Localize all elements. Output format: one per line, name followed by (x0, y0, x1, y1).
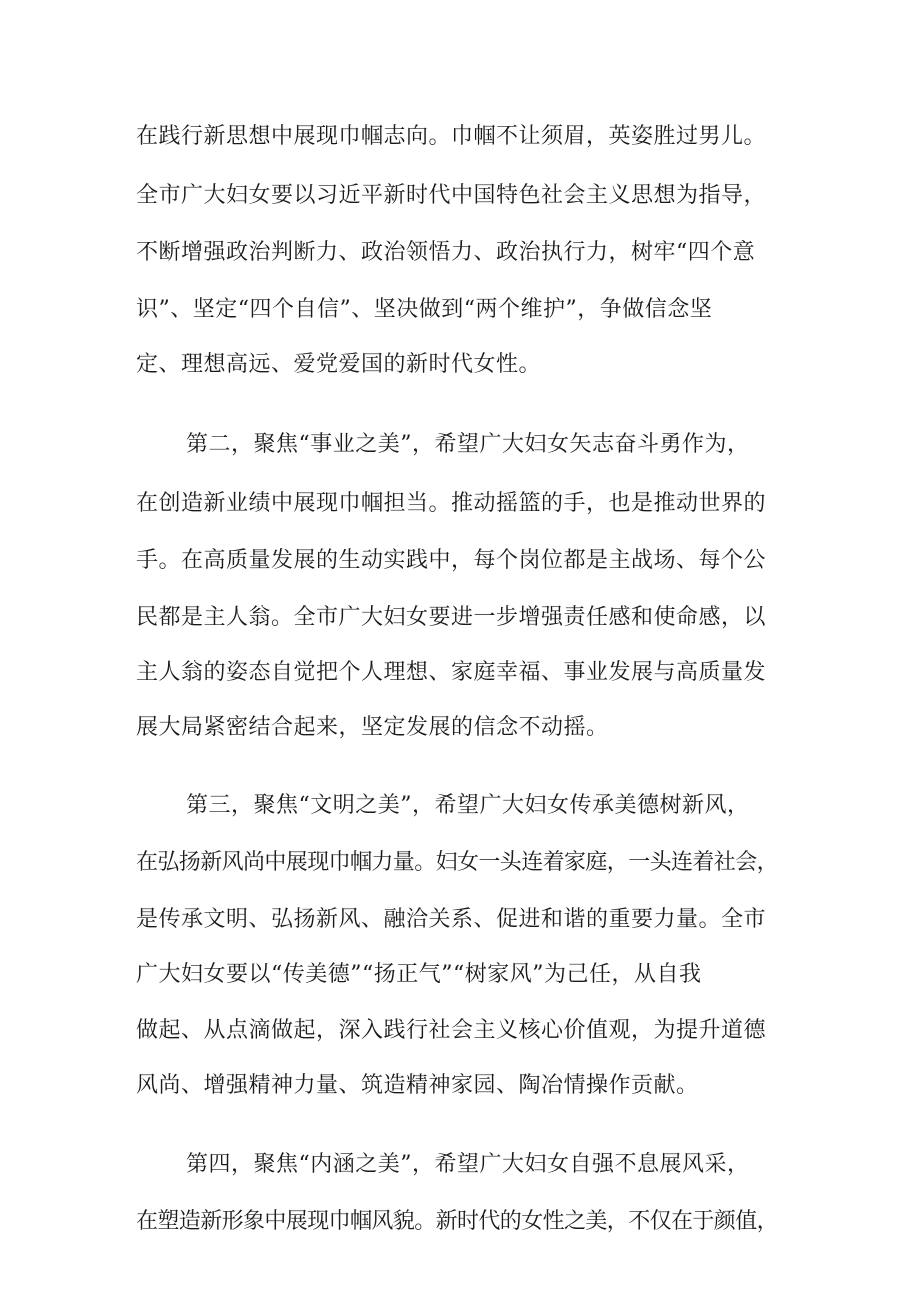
paragraph-1-line-4: 识”、坚定“四个自信”、坚决做到“两个维护”，争做信念坚 (136, 297, 713, 322)
paragraph-2-line-3: 手。在高质量发展的生动实践中，每个岗位都是主战场、每个公 (136, 548, 767, 573)
paragraph-2-line-2: 在创造新业绩中展现巾帼担当。推动摇篮的手，也是推动世界的 (136, 491, 767, 516)
paragraph-3-line-2: 在弘扬新风尚中展现巾帼力量。妇女一头连着家庭，一头连着社会， (136, 850, 779, 875)
paragraph-3-line-6: 风尚、增强精神力量、筑造精神家园、陶冶情操作贡献。 (136, 1073, 699, 1098)
paragraph-3-line-1: 第三，聚焦“文明之美”，希望广大妇女传承美德树新风， (186, 793, 750, 818)
paragraph-1-line-1: 在践行新思想中展现巾帼志向。巾帼不让须眉，英姿胜过男儿。 (136, 124, 767, 149)
paragraph-2-line-1: 第二，聚焦“事业之美”，希望广大妇女矢志奋斗勇作为， (186, 432, 750, 457)
paragraph-2-line-4: 民都是主人翁。全市广大妇女要进一步增强责任感和使命感，以 (136, 605, 767, 630)
paragraph-1-line-3: 不断增强政治判断力、政治领悟力、政治执行力，树牢“四个意 (136, 240, 756, 265)
paragraph-3-line-4: 广大妇女要以“传美德”“扬正气”“树家风”为己任，从自我 (136, 962, 702, 987)
paragraph-4-line-2: 在塑造新形象中展现巾帼风貌。新时代的女性之美，不仅在于颜值， (136, 1209, 779, 1234)
paragraph-2-line-6: 展大局紧密结合起来，坚定发展的信念不动摇。 (136, 715, 609, 740)
paragraph-2-line-5: 主人翁的姿态自觉把个人理想、家庭幸福、事业发展与高质量发 (136, 660, 767, 685)
paragraph-1-line-2: 全市广大妇女要以习近平新时代中国特色社会主义思想为指导， (136, 183, 767, 208)
paragraph-3-line-3: 是传承文明、弘扬新风、融洽关系、促进和谐的重要力量。全市 (136, 907, 767, 932)
paragraph-1-line-5: 定、理想高远、爱党爱国的新时代女性。 (136, 352, 542, 377)
paragraph-4-line-1: 第四，聚焦“内涵之美”，希望广大妇女自强不息展风采， (186, 1152, 750, 1177)
paragraph-3-line-5: 做起、从点滴做起，深入践行社会主义核心价值观，为提升道德 (136, 1018, 767, 1043)
